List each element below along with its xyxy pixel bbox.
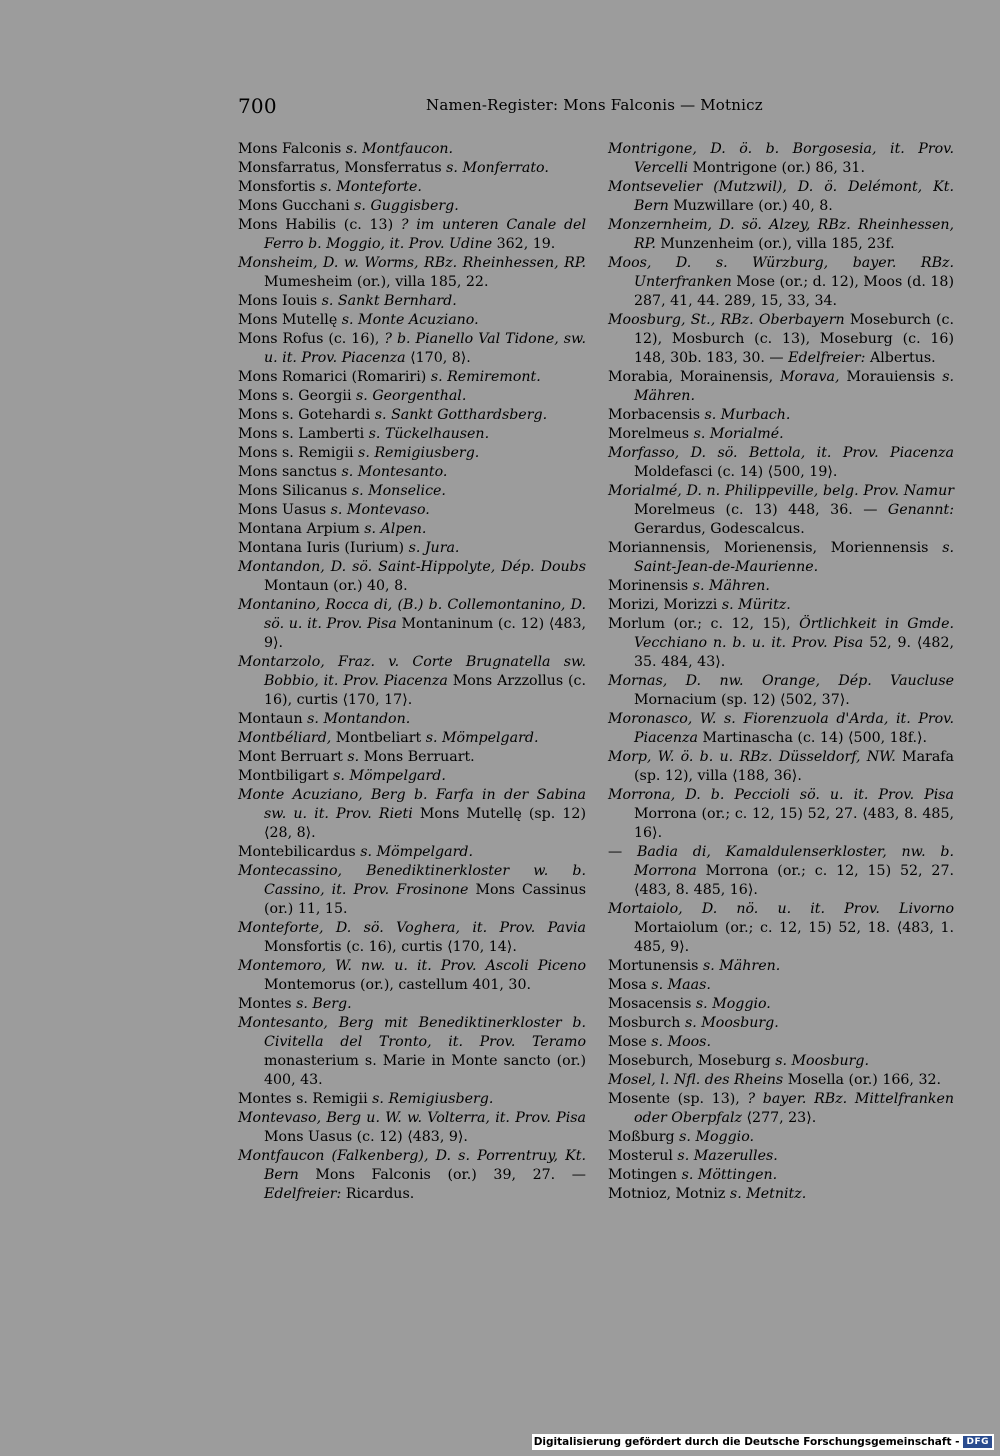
index-entry: Morelmeus s. Morialmé. (608, 426, 784, 442)
index-entry: Moßburg s. Moggio. (608, 1129, 755, 1145)
dfg-logo: DFG (963, 1436, 992, 1448)
page-number: 700 (238, 94, 277, 118)
index-entry: Montes s. Berg. (238, 996, 352, 1012)
index-entry: Mons s. Lamberti s. Tückelhausen. (238, 426, 490, 442)
index-entry: Montsevelier (Mutzwil), D. ö. Delémont, Kt. Bern Muzwillare (or.) 40, 8. (608, 179, 954, 214)
index-entry: Mons Romarici (Romariri) s. Remiremont. (238, 369, 541, 385)
index-entry: Mons Habilis (c. 13) ? im unteren Canale del Ferro b. Moggio, it. Prov. Udine 362, 19. (238, 217, 586, 252)
index-entry: Mons Iouis s. Sankt Bernhard. (238, 293, 457, 309)
index-entry: Moosburg, St., RBz. Oberbayern Moseburch (c. 12), Mosburch (c. 13), Moseburg (c. 16) 148, 30b. 183, 30. — Edelfreier: Albertus. (608, 312, 955, 366)
index-entry: Montana Arpium s. Alpen. (238, 521, 427, 537)
footer-text: Digitalisierung gefördert durch die Deutsche Forschungsgemeinschaft - (533, 1436, 960, 1448)
index-entry: Monteforte, D. sö. Voghera, it. Prov. Pavia Monsfortis (c. 16), curtis ⟨170, 14⟩. (238, 920, 586, 955)
index-entry: Morrona, D. b. Peccioli sö. u. it. Prov. Pisa Morrona (or.; c. 12, 15) 52, 27. ⟨483, 8. 485, 16⟩. (608, 787, 954, 841)
running-title: Namen-Register: Mons Falconis — Motnicz (426, 96, 763, 114)
index-entry: Montana Iuris (Iurium) s. Jura. (238, 540, 460, 556)
index-entry: Mosente (sp. 13), ? bayer. RBz. Mittelfranken oder Oberpfalz ⟨277, 23⟩. (608, 1091, 954, 1126)
index-entry: Morinensis s. Mähren. (608, 578, 770, 594)
index-entry: Moronasco, W. s. Fiorenzuola d'Arda, it. Prov. Piacenza Martinascha (c. 14) ⟨500, 18f.⟩. (608, 711, 954, 746)
index-entry: Montes s. Remigii s. Remigiusberg. (238, 1091, 494, 1107)
index-entry: Monsfortis s. Monteforte. (238, 179, 422, 195)
index-entry: Mons Falconis s. Montfaucon. (238, 141, 454, 157)
index-entry: Montebilicardus s. Mömpelgard. (238, 844, 473, 860)
index-column-left (238, 140, 586, 1204)
index-entry: Monte Acuziano, Berg b. Farfa in der Sabina sw. u. it. Prov. Rieti Mons Mutellę (sp. 12) ⟨28, 8⟩. (238, 787, 586, 841)
index-entry: Montecassino, Benediktinerkloster w. b. Cassino, it. Prov. Frosinone Mons Cassinus (or.) 11, 15. (238, 863, 586, 917)
index-column-right (608, 140, 954, 1204)
index-entry: Montemoro, W. nw. u. it. Prov. Ascoli Piceno Montemorus (or.), castellum 401, 30. (238, 958, 586, 993)
index-entry: Montarzolo, Fraz. v. Corte Brugnatella sw. Bobbio, it. Prov. Piacenza Mons Arzzollus (c. 16), curtis ⟨170, 17⟩. (238, 654, 586, 708)
index-entry: Mons s. Georgii s. Georgenthal. (238, 388, 467, 404)
index-entry: Mont Berruart s. Mons Berruart. (238, 749, 475, 765)
index-entry: Montandon, D. sö. Saint-Hippolyte, Dép. Doubs Montaun (or.) 40, 8. (238, 559, 586, 594)
funding-footer (532, 1434, 994, 1450)
index-entry: Mons Silicanus s. Monselice. (238, 483, 446, 499)
index-entry: Monzernheim, D. sö. Alzey, RBz. Rheinhessen, RP. Munzenheim (or.), villa 185, 23f. (608, 217, 954, 252)
index-entry: Morp, W. ö. b. u. RBz. Düsseldorf, NW. Marafa (sp. 12), villa ⟨188, 36⟩. (608, 749, 954, 784)
index-entry: Mortunensis s. Mähren. (608, 958, 781, 974)
index-entry: Moos, D. s. Würzburg, bayer. RBz. Unterfranken Mose (or.; d. 12), Moos (d. 18) 287, 41, 44. 289, 15, 33, 34. (608, 255, 954, 309)
index-entry: Mose s. Moos. (608, 1034, 711, 1050)
index-entry: Mons Mutellę s. Monte Acuziano. (238, 312, 479, 328)
index-entry: Morizi, Morizzi s. Müritz. (608, 597, 791, 613)
index-entry: Montesanto, Berg mit Benediktinerkloster b. Civitella del Tronto, it. Prov. Teramo monasterium s. Marie in Monte sancto (or.) 400, 43. (238, 1015, 586, 1088)
index-entry: Morbacensis s. Murbach. (608, 407, 791, 423)
index-entry: Moriannensis, Morienensis, Moriennensis s. Saint-Jean-de-Maurienne. (608, 540, 954, 575)
index-entry: Montevaso, Berg u. W. w. Volterra, it. Prov. Pisa Mons Uasus (c. 12) ⟨483, 9⟩. (238, 1110, 586, 1145)
index-entry: Montbiligart s. Mömpelgard. (238, 768, 446, 784)
index-entry: Monsfarratus, Monsferratus s. Monferrato. (238, 160, 549, 176)
index-entry: Mortaiolo, D. nö. u. it. Prov. Livorno Mortaiolum (or.; c. 12, 15) 52, 18. ⟨483, 1. 485, 9⟩. (608, 901, 954, 955)
index-entry: Mosburch s. Moosburg. (608, 1015, 779, 1031)
index-entry: Morfasso, D. sö. Bettola, it. Prov. Piacenza Moldefasci (c. 14) ⟨500, 19⟩. (608, 445, 954, 480)
index-entry: Mons Uasus s. Montevaso. (238, 502, 430, 518)
index-entry: Monsheim, D. w. Worms, RBz. Rheinhessen, RP. Mumesheim (or.), villa 185, 22. (238, 255, 586, 290)
index-entry: — Badia di, Kamaldulenserkloster, nw. b. Morrona Morrona (or.; c. 12, 15) 52, 27. ⟨483, 8. 485, 16⟩. (608, 844, 954, 898)
page-header (238, 94, 768, 120)
index-entry: Montfaucon (Falkenberg), D. s. Porrentruy, Kt. Bern Mons Falconis (or.) 39, 27. — Edelfreier: Ricardus. (238, 1148, 586, 1202)
index-entry: Motnioz, Motniz s. Metnitz. (608, 1186, 807, 1202)
index-entry: Mosterul s. Mazerulles. (608, 1148, 778, 1164)
index-entry: Mons Gucchani s. Guggisberg. (238, 198, 459, 214)
index-entry: Motingen s. Möttingen. (608, 1167, 778, 1183)
index-entry: Morlum (or.; c. 12, 15), Örtlichkeit in Gmde. Vecchiano n. b. u. it. Prov. Pisa 52, 9. ⟨482, 35. 484, 43⟩. (608, 616, 954, 670)
index-entry: Mons Rofus (c. 16), ? b. Pianello Val Tidone, sw. u. it. Prov. Piacenza ⟨170, 8⟩. (238, 331, 586, 366)
index-entry: Mons sanctus s. Montesanto. (238, 464, 448, 480)
index-entry: Mosel, l. Nfl. des Rheins Mosella (or.) 166, 32. (608, 1072, 942, 1088)
index-entry: Mosa s. Maas. (608, 977, 711, 993)
index-entry: Mons s. Remigii s. Remigiusberg. (238, 445, 480, 461)
index-entry: Montbéliard, Montbeliart s. Mömpelgard. (238, 730, 539, 746)
index-entry: Montrigone, D. ö. b. Borgosesia, it. Prov. Vercelli Montrigone (or.) 86, 31. (608, 141, 954, 176)
index-entry: Morabia, Morainensis, Morava, Morauiensis s. Mähren. (608, 369, 954, 404)
index-entry: Mosacensis s. Moggio. (608, 996, 771, 1012)
index-entry: Morialmé, D. n. Philippeville, belg. Prov. Namur Morelmeus (c. 13) 448, 36. — Genannt: Gerardus, Godescalcus. (608, 483, 954, 537)
index-entry: Moseburch, Moseburg s. Moosburg. (608, 1053, 869, 1069)
index-entry: Mons s. Gotehardi s. Sankt Gotthardsberg. (238, 407, 548, 423)
index-entry: Montaun s. Montandon. (238, 711, 411, 727)
index-entry: Montanino, Rocca di, (B.) b. Collemontanino, D. sö. u. it. Prov. Pisa Montaninum (c. 12) ⟨483, 9⟩. (238, 597, 586, 651)
index-entry: Mornas, D. nw. Orange, Dép. Vaucluse Mornacium (sp. 12) ⟨502, 37⟩. (608, 673, 954, 708)
